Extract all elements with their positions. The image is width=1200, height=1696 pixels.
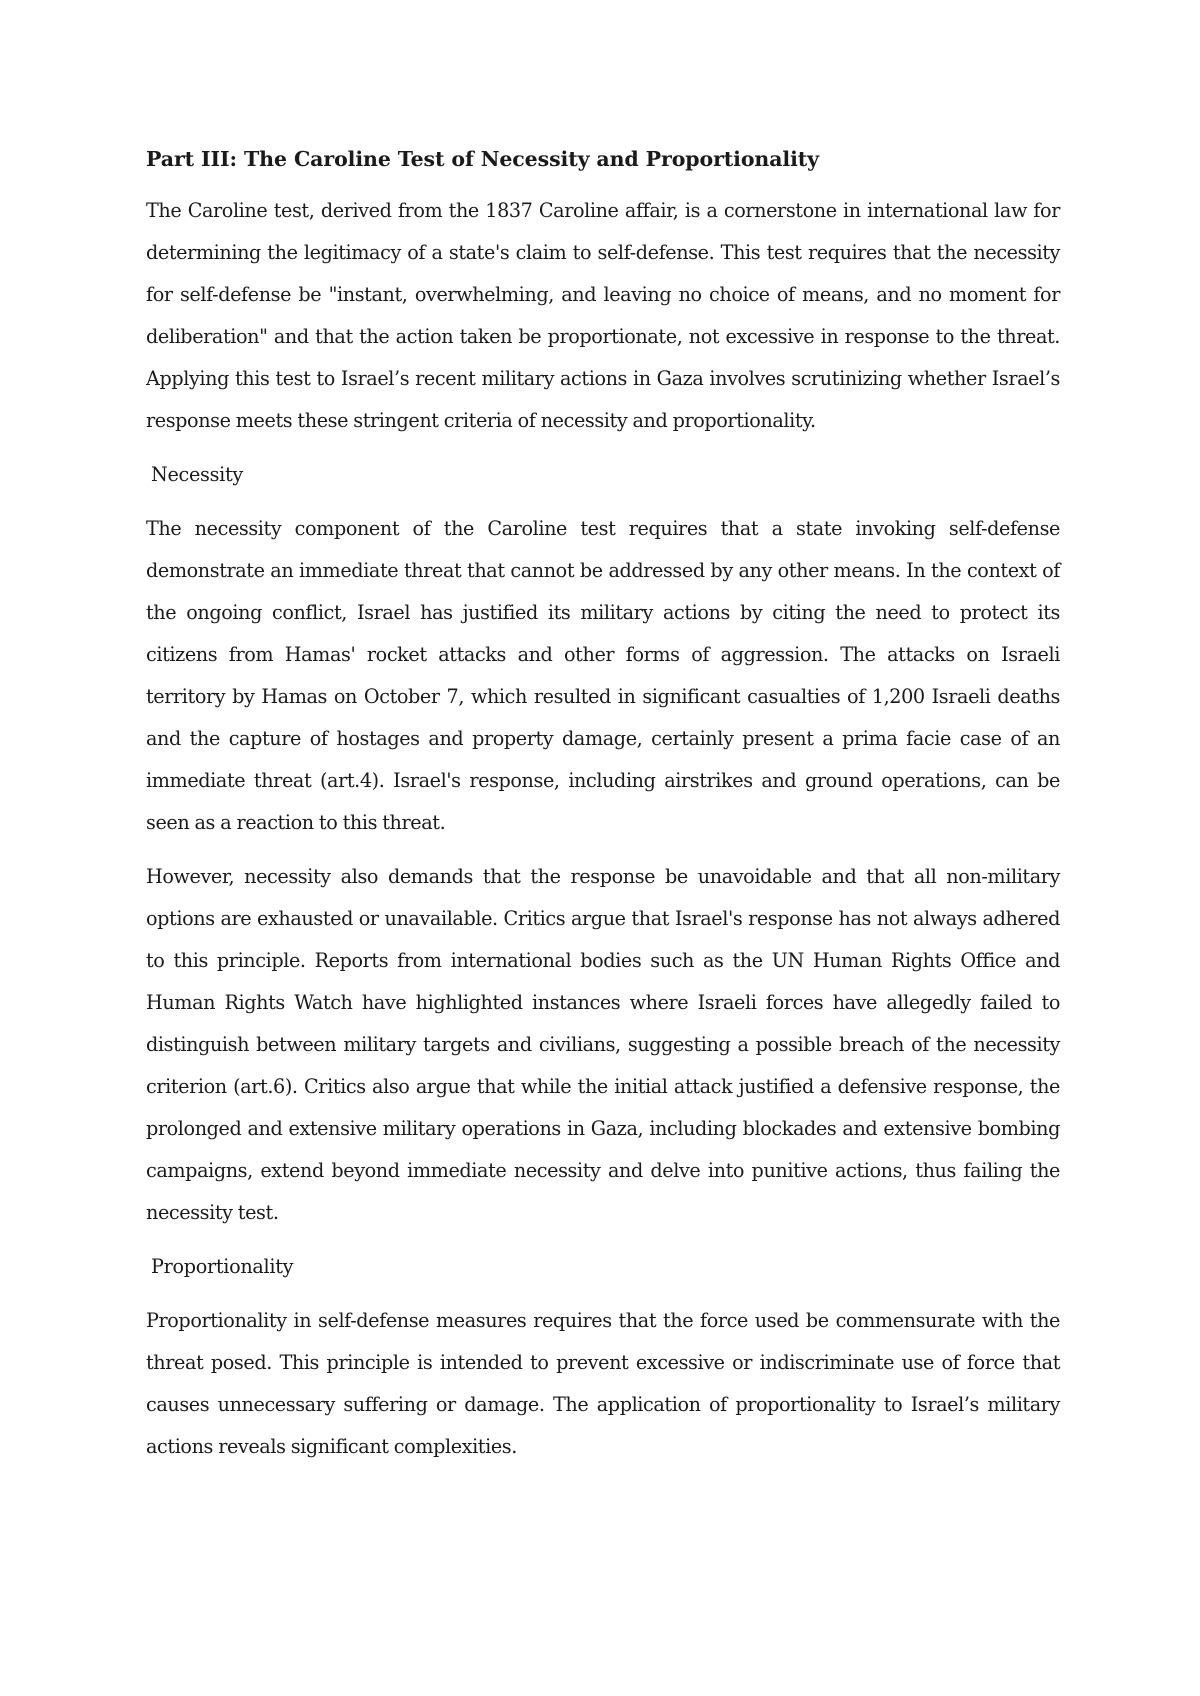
document-page (146, 138, 1060, 1480)
section-title: Part III: The Caroline Test of Necessity and Proportionality (146, 147, 819, 171)
necessity-paragraph-2: However, necessity also demands that the response be unavoidable and that all non-military options are exhausted or unavailable. Critics argue that Israel's response has not always adhered to this principle. Reports from international bodies such as the UN Human Rights Office and Human Rights Watch have highlighted instances where Israeli forces have allegedly failed to distinguish between military targets and civilians, suggesting a possible breach of the necessity criterion (art.6). Critics also argue that while the initial attack justified a defensive response, the prolonged and extensive military operations in Gaza, including blockades and extensive bombing campaigns, extend beyond immediate necessity and delve into punitive actions, thus failing the necessity test. (146, 865, 1060, 1224)
necessity-paragraph-1: The necessity component of the Caroline test requires that a state invoking self-defense demonstrate an immediate threat that cannot be addressed by any other means. In the context of the ongoing conflict, Israel has justified its military actions by citing the need to protect its citizens from Hamas' rocket attacks and other forms of aggression. The attacks on Israeli territory by Hamas on October 7, which resulted in significant casualties of 1,200 Israeli deaths and the capture of hostages and property damage, certainly present a prima facie case of an immediate threat (art.4). Israel's response, including airstrikes and ground operations, can be seen as a reaction to this threat. (146, 517, 1060, 834)
necessity-heading: Necessity (151, 463, 243, 486)
intro-paragraph: The Caroline test, derived from the 1837 Caroline affair, is a cornerstone in international law for determining the legitimacy of a state's claim to self-defense. This test requires that the necessity for self-defense be "instant, overwhelming, and leaving no choice of means, and no moment for deliberation" and that the action taken be proportionate, not excessive in response to the threat. Applying this test to Israel’s recent military actions in Gaza involves scrutinizing whether Israel’s response meets these stringent criteria of necessity and proportionality. (146, 199, 1060, 432)
proportionality-heading: Proportionality (151, 1255, 294, 1278)
proportionality-paragraph: Proportionality in self-defense measures requires that the force used be commensurate with the threat posed. This principle is intended to prevent excessive or indiscriminate use of force that causes unnecessary suffering or damage. The application of proportionality to Israel’s military actions reveals significant complexities. (146, 1309, 1060, 1458)
